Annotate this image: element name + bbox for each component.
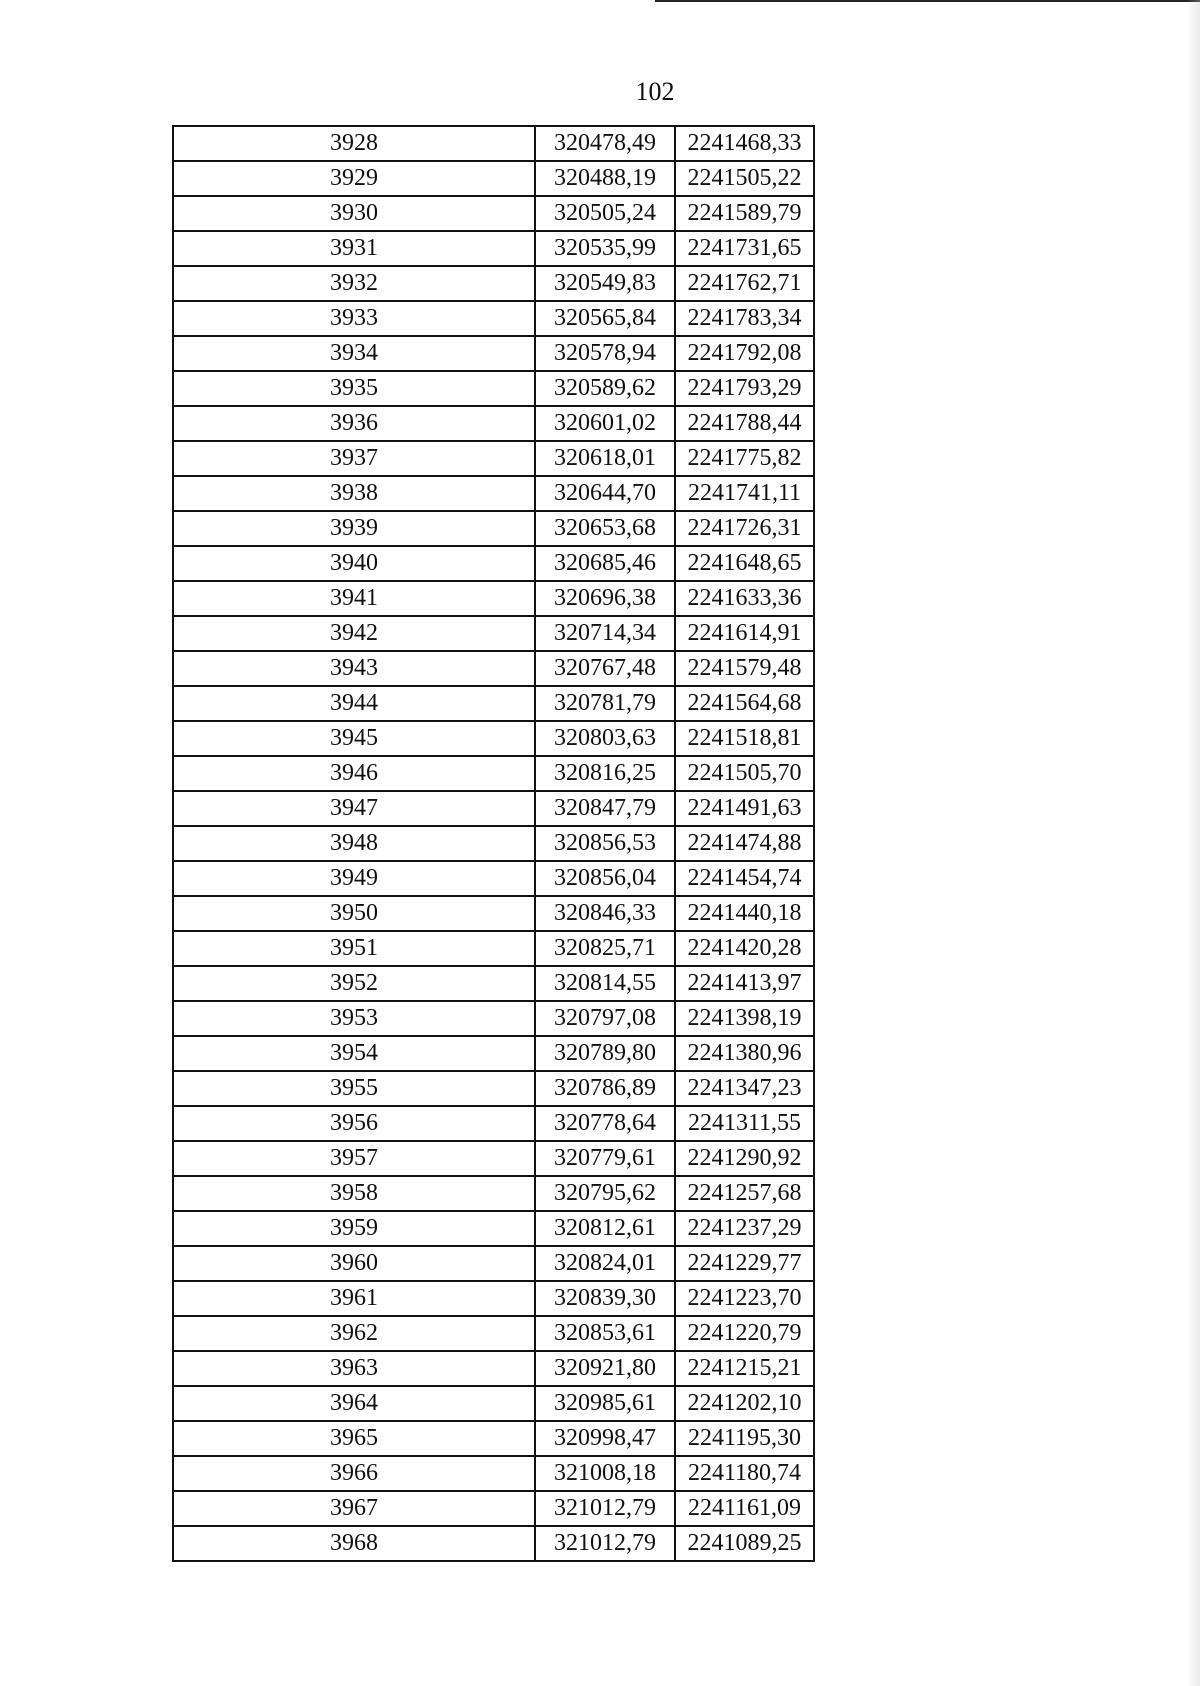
x-coordinate-cell: 320478,49 [535, 126, 675, 161]
point-number-cell: 3967 [173, 1491, 535, 1526]
point-number-cell: 3943 [173, 651, 535, 686]
y-coordinate-cell: 2241161,09 [675, 1491, 814, 1526]
table-row [173, 721, 814, 756]
y-coordinate-cell: 2241648,65 [675, 546, 814, 581]
x-coordinate-cell: 320847,79 [535, 791, 675, 826]
x-coordinate-cell: 320814,55 [535, 966, 675, 1001]
table-row [173, 1106, 814, 1141]
table-row [173, 266, 814, 301]
table-row [173, 1001, 814, 1036]
y-coordinate-cell: 2241215,21 [675, 1351, 814, 1386]
point-number-cell: 3933 [173, 301, 535, 336]
x-coordinate-cell: 320778,64 [535, 1106, 675, 1141]
point-number-cell: 3961 [173, 1281, 535, 1316]
x-coordinate-cell: 320998,47 [535, 1421, 675, 1456]
table-row [173, 1526, 814, 1561]
table-row [173, 1246, 814, 1281]
table-row [173, 651, 814, 686]
table-row [173, 616, 814, 651]
y-coordinate-cell: 2241202,10 [675, 1386, 814, 1421]
table-row [173, 581, 814, 616]
table-row [173, 1421, 814, 1456]
point-number-cell: 3929 [173, 161, 535, 196]
y-coordinate-cell: 2241474,88 [675, 826, 814, 861]
x-coordinate-cell: 320846,33 [535, 896, 675, 931]
coordinates-table-body [173, 126, 814, 1561]
y-coordinate-cell: 2241468,33 [675, 126, 814, 161]
table-row [173, 826, 814, 861]
y-coordinate-cell: 2241505,70 [675, 756, 814, 791]
x-coordinate-cell: 320803,63 [535, 721, 675, 756]
table-row [173, 1316, 814, 1351]
table-row [173, 1491, 814, 1526]
point-number-cell: 3939 [173, 511, 535, 546]
x-coordinate-cell: 320856,53 [535, 826, 675, 861]
x-coordinate-cell: 320789,80 [535, 1036, 675, 1071]
y-coordinate-cell: 2241726,31 [675, 511, 814, 546]
top-rule [655, 0, 1200, 2]
coordinates-table [172, 125, 815, 1562]
y-coordinate-cell: 2241783,34 [675, 301, 814, 336]
point-number-cell: 3959 [173, 1211, 535, 1246]
point-number-cell: 3935 [173, 371, 535, 406]
table-row [173, 1386, 814, 1421]
x-coordinate-cell: 320781,79 [535, 686, 675, 721]
x-coordinate-cell: 320816,25 [535, 756, 675, 791]
point-number-cell: 3956 [173, 1106, 535, 1141]
x-coordinate-cell: 320795,62 [535, 1176, 675, 1211]
point-number-cell: 3932 [173, 266, 535, 301]
y-coordinate-cell: 2241614,91 [675, 616, 814, 651]
x-coordinate-cell: 320653,68 [535, 511, 675, 546]
y-coordinate-cell: 2241229,77 [675, 1246, 814, 1281]
table-row [173, 476, 814, 511]
y-coordinate-cell: 2241518,81 [675, 721, 814, 756]
x-coordinate-cell: 320505,24 [535, 196, 675, 231]
point-number-cell: 3940 [173, 546, 535, 581]
table-row [173, 371, 814, 406]
x-coordinate-cell: 320601,02 [535, 406, 675, 441]
point-number-cell: 3937 [173, 441, 535, 476]
x-coordinate-cell: 320488,19 [535, 161, 675, 196]
table-row [173, 686, 814, 721]
x-coordinate-cell: 320644,70 [535, 476, 675, 511]
table-row [173, 1456, 814, 1491]
point-number-cell: 3964 [173, 1386, 535, 1421]
point-number-cell: 3955 [173, 1071, 535, 1106]
table-row [173, 756, 814, 791]
x-coordinate-cell: 321012,79 [535, 1491, 675, 1526]
y-coordinate-cell: 2241454,74 [675, 861, 814, 896]
page-number: 102 [635, 77, 675, 106]
y-coordinate-cell: 2241564,68 [675, 686, 814, 721]
point-number-cell: 3958 [173, 1176, 535, 1211]
x-coordinate-cell: 320839,30 [535, 1281, 675, 1316]
table-row [173, 161, 814, 196]
x-coordinate-cell: 320685,46 [535, 546, 675, 581]
page-edge-shadow [1186, 0, 1200, 1686]
y-coordinate-cell: 2241257,68 [675, 1176, 814, 1211]
table-row [173, 896, 814, 931]
point-number-cell: 3938 [173, 476, 535, 511]
point-number-cell: 3936 [173, 406, 535, 441]
y-coordinate-cell: 2241793,29 [675, 371, 814, 406]
y-coordinate-cell: 2241589,79 [675, 196, 814, 231]
x-coordinate-cell: 320824,01 [535, 1246, 675, 1281]
x-coordinate-cell: 320565,84 [535, 301, 675, 336]
point-number-cell: 3934 [173, 336, 535, 371]
table-row [173, 931, 814, 966]
y-coordinate-cell: 2241413,97 [675, 966, 814, 1001]
point-number-cell: 3928 [173, 126, 535, 161]
x-coordinate-cell: 320618,01 [535, 441, 675, 476]
y-coordinate-cell: 2241290,92 [675, 1141, 814, 1176]
table-row [173, 1141, 814, 1176]
y-coordinate-cell: 2241420,28 [675, 931, 814, 966]
x-coordinate-cell: 321008,18 [535, 1456, 675, 1491]
y-coordinate-cell: 2241220,79 [675, 1316, 814, 1351]
table-row [173, 1351, 814, 1386]
point-number-cell: 3942 [173, 616, 535, 651]
table-row [173, 546, 814, 581]
y-coordinate-cell: 2241398,19 [675, 1001, 814, 1036]
table-row [173, 336, 814, 371]
y-coordinate-cell: 2241195,30 [675, 1421, 814, 1456]
table-row [173, 301, 814, 336]
y-coordinate-cell: 2241633,36 [675, 581, 814, 616]
x-coordinate-cell: 320549,83 [535, 266, 675, 301]
point-number-cell: 3945 [173, 721, 535, 756]
x-coordinate-cell: 320985,61 [535, 1386, 675, 1421]
y-coordinate-cell: 2241775,82 [675, 441, 814, 476]
point-number-cell: 3947 [173, 791, 535, 826]
x-coordinate-cell: 320589,62 [535, 371, 675, 406]
y-coordinate-cell: 2241579,48 [675, 651, 814, 686]
table-row [173, 231, 814, 266]
y-coordinate-cell: 2241089,25 [675, 1526, 814, 1561]
y-coordinate-cell: 2241505,22 [675, 161, 814, 196]
x-coordinate-cell: 320825,71 [535, 931, 675, 966]
y-coordinate-cell: 2241440,18 [675, 896, 814, 931]
point-number-cell: 3946 [173, 756, 535, 791]
y-coordinate-cell: 2241347,23 [675, 1071, 814, 1106]
table-row [173, 511, 814, 546]
point-number-cell: 3930 [173, 196, 535, 231]
point-number-cell: 3948 [173, 826, 535, 861]
y-coordinate-cell: 2241223,70 [675, 1281, 814, 1316]
x-coordinate-cell: 320767,48 [535, 651, 675, 686]
table-row [173, 1176, 814, 1211]
y-coordinate-cell: 2241731,65 [675, 231, 814, 266]
y-coordinate-cell: 2241311,55 [675, 1106, 814, 1141]
table-row [173, 126, 814, 161]
x-coordinate-cell: 320578,94 [535, 336, 675, 371]
table-row [173, 1211, 814, 1246]
y-coordinate-cell: 2241788,44 [675, 406, 814, 441]
table-row [173, 861, 814, 896]
x-coordinate-cell: 320856,04 [535, 861, 675, 896]
x-coordinate-cell: 320779,61 [535, 1141, 675, 1176]
y-coordinate-cell: 2241180,74 [675, 1456, 814, 1491]
y-coordinate-cell: 2241491,63 [675, 791, 814, 826]
x-coordinate-cell: 320812,61 [535, 1211, 675, 1246]
point-number-cell: 3950 [173, 896, 535, 931]
x-coordinate-cell: 320696,38 [535, 581, 675, 616]
x-coordinate-cell: 320921,80 [535, 1351, 675, 1386]
point-number-cell: 3944 [173, 686, 535, 721]
y-coordinate-cell: 2241792,08 [675, 336, 814, 371]
y-coordinate-cell: 2241380,96 [675, 1036, 814, 1071]
point-number-cell: 3931 [173, 231, 535, 266]
x-coordinate-cell: 320786,89 [535, 1071, 675, 1106]
point-number-cell: 3949 [173, 861, 535, 896]
y-coordinate-cell: 2241762,71 [675, 266, 814, 301]
point-number-cell: 3953 [173, 1001, 535, 1036]
x-coordinate-cell: 320714,34 [535, 616, 675, 651]
table-row [173, 196, 814, 231]
point-number-cell: 3941 [173, 581, 535, 616]
point-number-cell: 3952 [173, 966, 535, 1001]
table-row [173, 1281, 814, 1316]
point-number-cell: 3962 [173, 1316, 535, 1351]
point-number-cell: 3963 [173, 1351, 535, 1386]
x-coordinate-cell: 320535,99 [535, 231, 675, 266]
y-coordinate-cell: 2241237,29 [675, 1211, 814, 1246]
table-row [173, 1036, 814, 1071]
point-number-cell: 3951 [173, 931, 535, 966]
table-row [173, 791, 814, 826]
point-number-cell: 3957 [173, 1141, 535, 1176]
table-row [173, 441, 814, 476]
table-row [173, 406, 814, 441]
y-coordinate-cell: 2241741,11 [675, 476, 814, 511]
point-number-cell: 3960 [173, 1246, 535, 1281]
table-row [173, 1071, 814, 1106]
point-number-cell: 3966 [173, 1456, 535, 1491]
x-coordinate-cell: 321012,79 [535, 1526, 675, 1561]
point-number-cell: 3954 [173, 1036, 535, 1071]
point-number-cell: 3965 [173, 1421, 535, 1456]
table-row [173, 966, 814, 1001]
point-number-cell: 3968 [173, 1526, 535, 1561]
x-coordinate-cell: 320797,08 [535, 1001, 675, 1036]
x-coordinate-cell: 320853,61 [535, 1316, 675, 1351]
